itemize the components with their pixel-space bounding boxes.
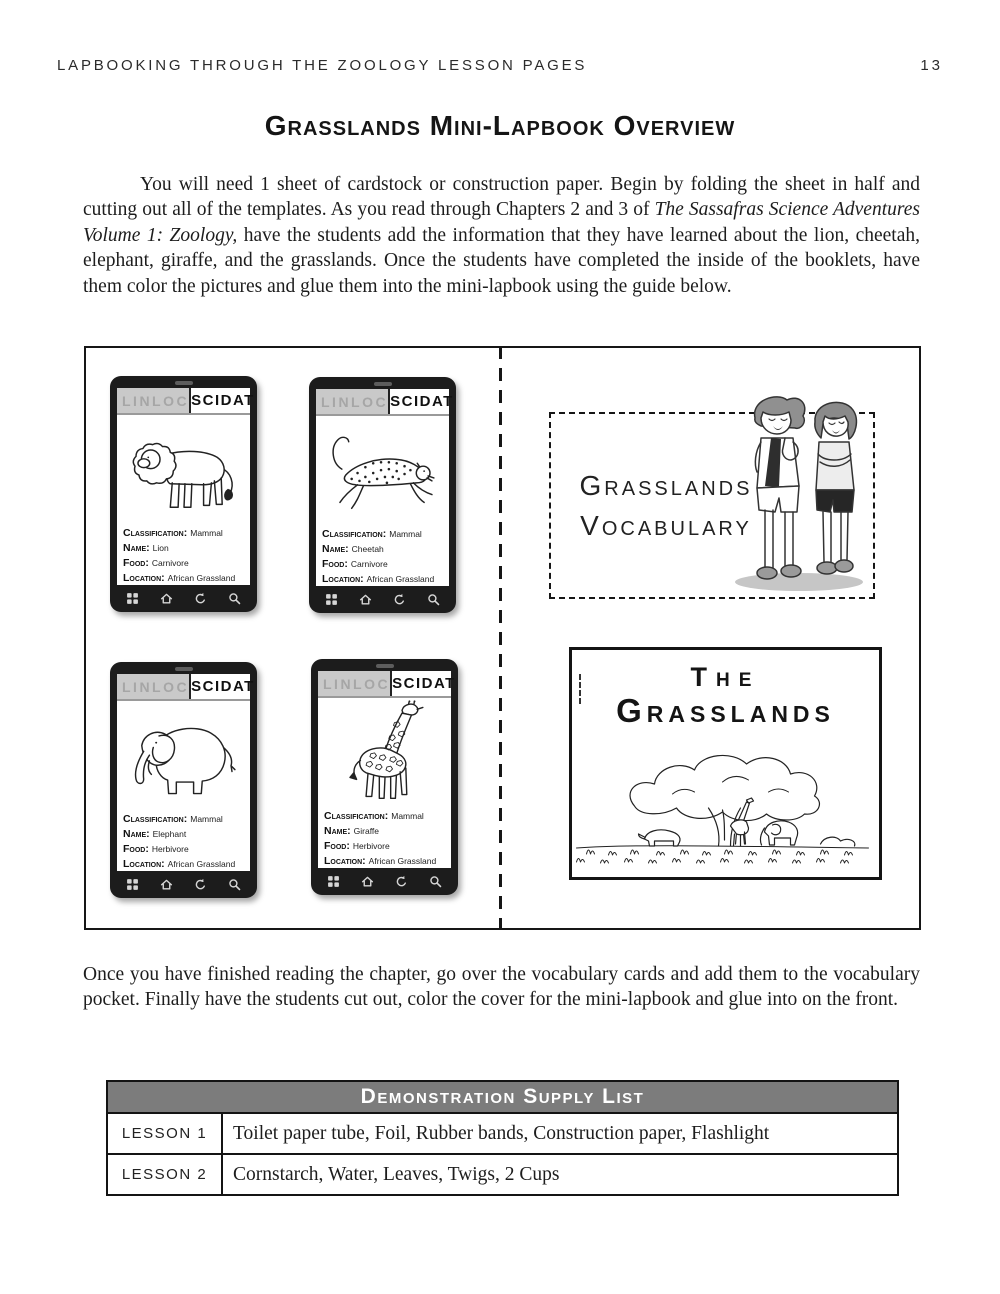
back-icon bbox=[393, 593, 406, 606]
elephant-illustration bbox=[117, 701, 250, 809]
running-header bbox=[57, 57, 943, 74]
lion-illustration bbox=[117, 415, 250, 523]
scidat-logo: SCIDAT bbox=[390, 393, 454, 410]
grasslands-cover bbox=[569, 647, 882, 880]
search-icon bbox=[429, 875, 442, 888]
page-number: 13 bbox=[920, 57, 943, 74]
vocabulary-pocket-title: Grasslands Vocabulary bbox=[579, 469, 753, 541]
search-icon bbox=[228, 878, 241, 891]
supplies-cell: Toilet paper tube, Foil, Rubber bands, Construction paper, Flashlight bbox=[233, 1122, 770, 1144]
scidat-card-cheetah bbox=[309, 377, 456, 613]
intro-text-2: have the students add the information that they have learned about the lion, cheetah, elephant, giraffe, and the grasslands. Once the students have completed the inside of the booklets, have them color the pictures and glue them into the mini-lapbook using the guide below. bbox=[83, 224, 920, 297]
scidat-card-giraffe bbox=[311, 659, 458, 895]
phone-speaker bbox=[175, 381, 193, 385]
vocabulary-pocket bbox=[549, 412, 875, 599]
phone-screen bbox=[316, 389, 454, 586]
home-icon bbox=[359, 593, 372, 606]
animal-info: Classification: Mammal Name: Lion Food: Carnivore Location: African Grassland bbox=[123, 527, 236, 584]
search-icon bbox=[427, 593, 440, 606]
animal-info: Classification: Mammal Name: Elephant Food: Herbivore Location: African Grassland bbox=[123, 813, 236, 870]
home-icon bbox=[361, 875, 374, 888]
giraffe-drawing bbox=[325, 698, 445, 804]
scidat-logo: SCIDAT bbox=[392, 675, 456, 692]
phone-nav-bar bbox=[120, 874, 247, 894]
intro-paragraph bbox=[83, 172, 920, 299]
apps-grid-icon bbox=[126, 878, 139, 891]
fold-line bbox=[499, 346, 502, 930]
phone-nav-bar bbox=[120, 588, 247, 608]
phone-header bbox=[318, 671, 456, 698]
lion-drawing bbox=[123, 427, 245, 521]
running-header-title: LAPBOOKING THROUGH THE ZOOLOGY LESSON PAGES bbox=[57, 57, 588, 74]
giraffe-illustration bbox=[318, 698, 451, 806]
phone-speaker bbox=[374, 382, 392, 386]
apps-grid-icon bbox=[325, 593, 338, 606]
back-icon bbox=[194, 592, 207, 605]
back-icon bbox=[395, 875, 408, 888]
back-icon bbox=[194, 878, 207, 891]
elephant-drawing bbox=[123, 711, 245, 807]
linloc-logo: LINLOC bbox=[117, 674, 191, 699]
animal-info: Classification: Mammal Name: Cheetah Food: Carnivore Location: African Grassland bbox=[322, 528, 435, 585]
supply-list-table bbox=[106, 1080, 899, 1196]
page-title: Grasslands Mini-Lapbook Overview bbox=[264, 110, 736, 141]
lesson-label: LESSON 2 bbox=[108, 1155, 223, 1194]
cut-marks bbox=[579, 674, 581, 704]
phone-screen bbox=[318, 671, 456, 868]
phone-screen bbox=[117, 388, 255, 585]
apps-grid-icon bbox=[126, 592, 139, 605]
cover-title: The Grasslands bbox=[616, 662, 835, 729]
phone-header bbox=[316, 389, 454, 416]
table-row bbox=[108, 1114, 897, 1155]
supplies-cell: Cornstarch, Water, Leaves, Twigs, 2 Cups bbox=[233, 1163, 560, 1185]
linloc-logo: LINLOC bbox=[318, 671, 392, 696]
linloc-logo: LINLOC bbox=[117, 388, 191, 413]
lesson-label: LESSON 1 bbox=[108, 1114, 223, 1153]
supply-list-header: Demonstration Supply List bbox=[108, 1082, 897, 1114]
phone-header bbox=[117, 674, 255, 701]
apps-grid-icon bbox=[327, 875, 340, 888]
linloc-logo: LINLOC bbox=[316, 389, 390, 414]
cheetah-drawing bbox=[322, 428, 444, 522]
phone-speaker bbox=[175, 667, 193, 671]
scidat-logo: SCIDAT bbox=[191, 392, 255, 409]
phone-screen bbox=[117, 674, 255, 871]
table-row bbox=[108, 1155, 897, 1194]
savanna-illustration bbox=[572, 742, 873, 877]
scidat-logo: SCIDAT bbox=[191, 678, 255, 695]
home-icon bbox=[160, 878, 173, 891]
cheetah-illustration bbox=[316, 416, 449, 524]
closing-paragraph: Once you have finished reading the chapter, go over the vocabulary cards and add them to the vocabulary pocket. Finally have the students cut out, color the cover for the mini-lapbook and glue into on the front. bbox=[83, 964, 920, 1011]
scidat-card-elephant bbox=[110, 662, 257, 898]
phone-speaker bbox=[376, 664, 394, 668]
animal-info: Classification: Mammal Name: Giraffe Food: Herbivore Location: African Grassland bbox=[324, 810, 437, 867]
phone-header bbox=[117, 388, 255, 415]
lapbook-figure bbox=[84, 346, 921, 930]
search-icon bbox=[228, 592, 241, 605]
children-illustration bbox=[721, 392, 871, 597]
phone-nav-bar bbox=[321, 871, 448, 891]
book-title-italic: The Sassafras Science Adventures Volume 1: Zoology, bbox=[83, 199, 920, 246]
home-icon bbox=[160, 592, 173, 605]
scidat-card-lion bbox=[110, 376, 257, 612]
phone-nav-bar bbox=[319, 589, 446, 609]
intro-text-1: You will need 1 sheet of cardstock or construction paper. Begin by folding the sheet in half and cutting out all of the templates. As you read through Chapters 2 and 3 of bbox=[83, 174, 920, 221]
